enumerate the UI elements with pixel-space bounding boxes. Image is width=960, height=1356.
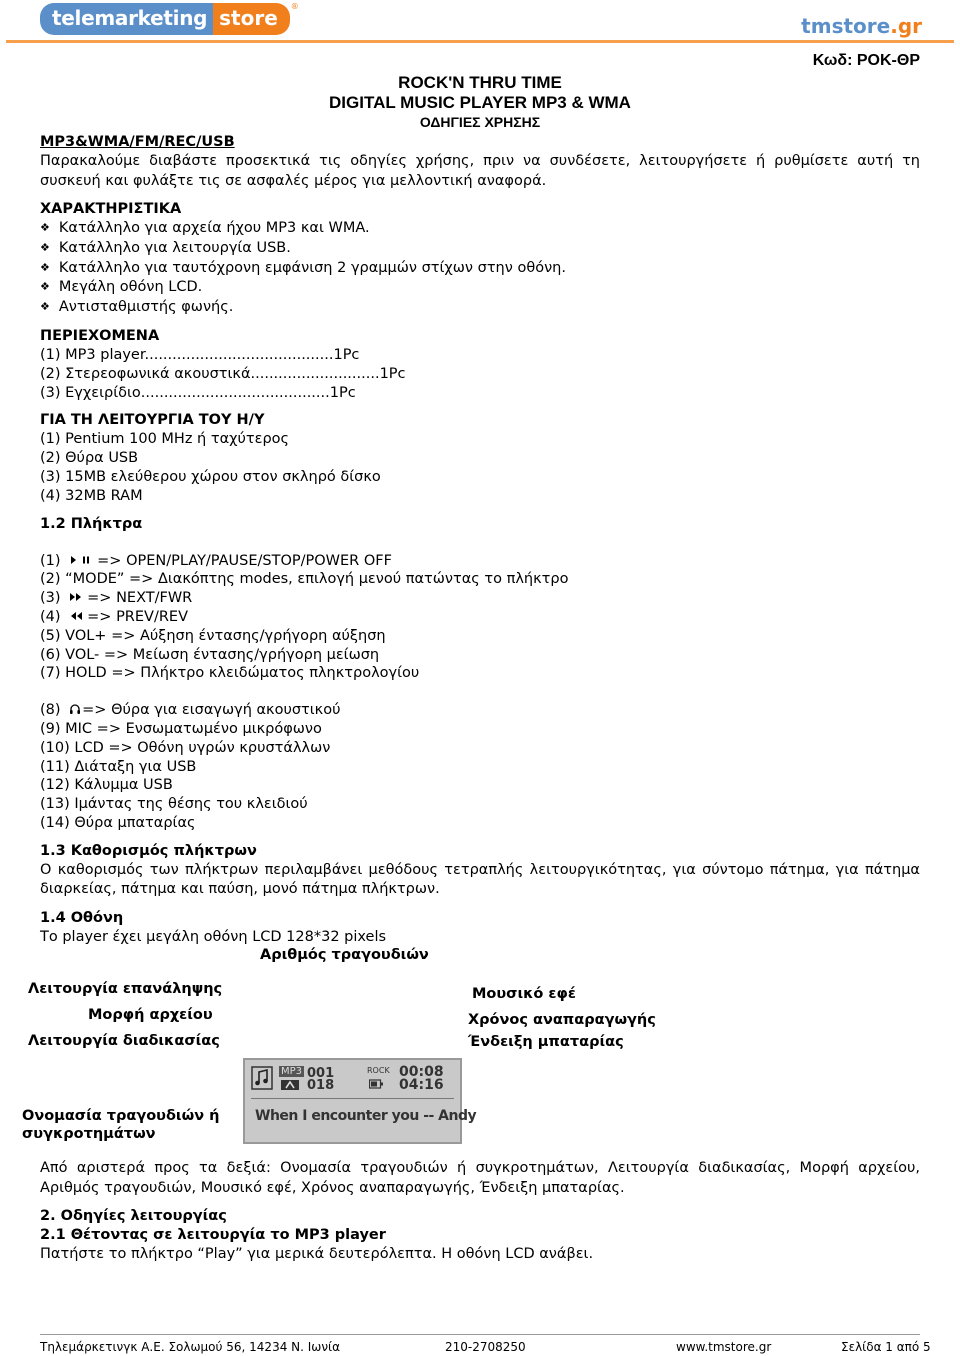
screen-heading: 1.4 Οθόνη (40, 909, 124, 926)
key-item-play (40, 552, 920, 571)
footer-phone: 210-2708250 (445, 1340, 526, 1354)
lcd-elapsed-time: 00:08 (399, 1064, 444, 1080)
registered-mark: ® (290, 2, 299, 11)
key-description: => PREV/REV (87, 608, 189, 625)
play-pause-icon (69, 555, 93, 565)
title-product-type: DIGITAL MUSIC PLAYER MP3 & WMA (329, 93, 631, 112)
key-item-strap: (13) Ιμάντας της θέσης του κλειδιού (40, 796, 308, 813)
key-item-headphone (40, 701, 920, 720)
brand-logo-gr: .gr (890, 14, 922, 38)
pc-requirement-item: (2) Θύρα USB (40, 450, 139, 467)
lcd-track: 001 (307, 1066, 335, 1081)
key-definition-heading: 1.3 Καθορισμός πλήκτρων (40, 842, 257, 859)
intro-heading: MP3&WMA/FM/REC/USB (40, 134, 235, 150)
procedure-icon (281, 1080, 299, 1090)
contents-item: (1) MP3 player.........................................1Pc (40, 346, 360, 363)
lcd-song-title: When I encounter you -- Andy (255, 1108, 477, 1124)
lcd-display-illustration (243, 1058, 477, 1144)
footer-company: Τηλεμάρκετινγκ Α.Ε. Σολωμού 56, 14234 Ν. Ιωνία (40, 1340, 341, 1354)
document-titles (0, 73, 960, 131)
label-song-name: Ονομασία τραγουδιών ή συγκροτημάτων (22, 1108, 220, 1142)
brand-logo-store: store (213, 3, 290, 35)
lcd-status-row (251, 1066, 451, 1092)
document-body-lower (40, 1159, 920, 1264)
lcd-eq: ROCK (367, 1066, 390, 1075)
key-item-vol-down: (6) VOL- => Μείωση έντασης/γρήγορη μείωση (40, 646, 380, 663)
key-description: => Θύρα για εισαγωγή ακουστικού (82, 702, 341, 719)
rewind-icon (69, 611, 83, 621)
key-description: => OPEN/PLAY/PAUSE/STOP/POWER OFF (97, 552, 392, 569)
key-number: (8) (40, 702, 61, 719)
key-item-battery: (14) Θύρα μπαταρίας (40, 814, 196, 831)
key-item-usb-cover: (12) Κάλυμμα USB (40, 777, 173, 794)
label-track-number: Αριθμός τραγουδιών (260, 947, 429, 963)
key-number: (1) (40, 552, 61, 569)
keys-heading: 1.2 Πλήκτρα (40, 515, 143, 532)
lcd-divider (251, 1098, 454, 1099)
feature-item: ❖ Μεγάλη οθόνη LCD. (40, 278, 920, 298)
key-item-prev (40, 608, 920, 627)
brand-logo-right (801, 14, 922, 38)
footer-website[interactable]: www.tmstore.gr (676, 1340, 772, 1354)
headphone-icon (69, 703, 81, 715)
key-definition-text: Ο καθορισμός των πλήκτρων περιλαμβάνει μεθόδους τετραπλής λειτουργικότητας, για σύντομο πάτημα, για πάτημα διαρκείας, πάτημα και παύση, μονό πάτημα πλήκτρων. (40, 861, 920, 898)
feature-item: ❖ Κατάλληλο για λειτουργία USB. (40, 239, 920, 259)
operation-text: Πατήστε το πλήκτρο “Play” για μερικά δευτερόλεπτα. Η οθόνη LCD ανάβει. (40, 1246, 594, 1262)
contents-item: (2) Στερεοφωνικά ακουστικά............................1Pc (40, 365, 406, 382)
key-item-lcd: (10) LCD => Οθόνη υγρών κρυστάλλων (40, 739, 331, 756)
label-procedure-mode: Λειτουργία διαδικασίας (28, 1033, 220, 1049)
contents-item: (3) Εγχειρίδιο.........................................1Pc (40, 384, 356, 401)
feature-item: ❖ Κατάλληλο για αρχεία ήχου MP3 και WMA. (40, 219, 920, 239)
key-item-hold: (7) HOLD => Πλήκτρο κλειδώματος πληκτρολογίου (40, 665, 420, 682)
key-item-vol-up: (5) VOL+ => Αύξηση έντασης/γρήγορη αύξηση (40, 627, 386, 644)
key-item-usb: (11) Διάταξη για USB (40, 758, 197, 775)
footer-divider (40, 1334, 920, 1335)
operation-subheading: 2.1 Θέτοντας σε λειτουργία το MP3 player (40, 1227, 386, 1243)
lcd-format: MP3 (281, 1066, 303, 1077)
screen-text: Το player έχει μεγάλη οθόνη LCD 128*32 pixels (40, 928, 387, 945)
key-number: (3) (40, 590, 61, 607)
operation-heading: 2. Οδηγίες λειτουργίας (40, 1208, 227, 1224)
intro-text: Παρακαλούμε διαβάστε προσεκτικά τις οδηγίες χρήσης, πριν να συνδέσετε, λειτουργήσετε ή ρυθμίσετε αυτή τη συσκευή και φυλάξτε τις σε ασφαλές μέρος για μελλοντική αναφορά. (40, 153, 920, 189)
label-playtime: Χρόνος αναπαραγωγής (468, 1012, 656, 1028)
screen-caption: Από αριστερά προς τα δεξιά: Ονομασία τραγουδιών ή συγκροτημάτων, Λειτουργία διαδικασίας, Μορφή αρχείου, Αριθμός τραγουδιών, Μουσικό εφέ, Χρόνος αναπαραγωγής, Ένδειξη μπαταρίας. (40, 1160, 920, 1196)
brand-logo-left (40, 2, 299, 36)
product-code: Κωδ: ΡΟΚ-ΘΡ (812, 52, 920, 69)
feature-item: ❖ Αντισταθμιστής φωνής. (40, 298, 920, 318)
key-item-mic: (9) MIC => Ενσωματωμένο μικρόφωνο (40, 720, 322, 737)
key-description: => NEXT/FWR (87, 590, 193, 607)
title-product-name: ROCK'N THRU TIME (398, 73, 562, 92)
battery-icon (369, 1079, 383, 1089)
label-battery: Ένδειξη μπαταρίας (468, 1034, 624, 1050)
footer-page-number: Σελίδα 1 από 5 (841, 1340, 931, 1354)
label-repeat-mode: Λειτουργία επανάληψης (28, 981, 223, 997)
header-divider (6, 40, 954, 43)
pc-requirement-item: (4) 32MB RAM (40, 487, 143, 504)
brand-logo-telemarketing: telemarketing (40, 3, 213, 35)
key-item-mode: (2) “MODE” => Διακόπτης modes, επιλογή μενού πατώντας το πλήκτρο (40, 571, 569, 588)
key-item-next (40, 589, 920, 608)
feature-item: ❖ Κατάλληλο για ταυτόχρονη εμφάνιση 2 γραμμών στίχων στην οθόνη. (40, 259, 920, 279)
key-number: (4) (40, 608, 61, 625)
label-music-effect: Μουσικό εφέ (472, 986, 576, 1002)
music-note-icon (251, 1066, 273, 1090)
document-body (40, 133, 920, 947)
lcd-total: 018 (307, 1078, 335, 1093)
pc-requirements-heading: ΓΙΑ ΤΗ ΛΕΙΤΟΥΡΓΙΑ ΤΟΥ Η/Υ (40, 412, 265, 429)
lcd-total-time: 04:16 (399, 1077, 444, 1093)
title-instructions: ΟΔΗΓΙΕΣ ΧΡΗΣΗΣ (419, 114, 541, 130)
fast-forward-icon (69, 592, 83, 602)
contents-heading: ΠΕΡΙΕΧΟΜΕΝΑ (40, 327, 160, 344)
label-file-format: Μορφή αρχείου (88, 1007, 213, 1023)
brand-logo-tmstore: tmstore (801, 14, 891, 38)
pc-requirement-item: (3) 15MB ελεύθερου χώρου στον σκληρό δίσκο (40, 468, 381, 485)
pc-requirement-item: (1) Pentium 100 MHz ή ταχύτερος (40, 431, 290, 448)
features-heading: ΧΑΡΑΚΤΗΡΙΣΤΙΚΑ (40, 201, 182, 217)
